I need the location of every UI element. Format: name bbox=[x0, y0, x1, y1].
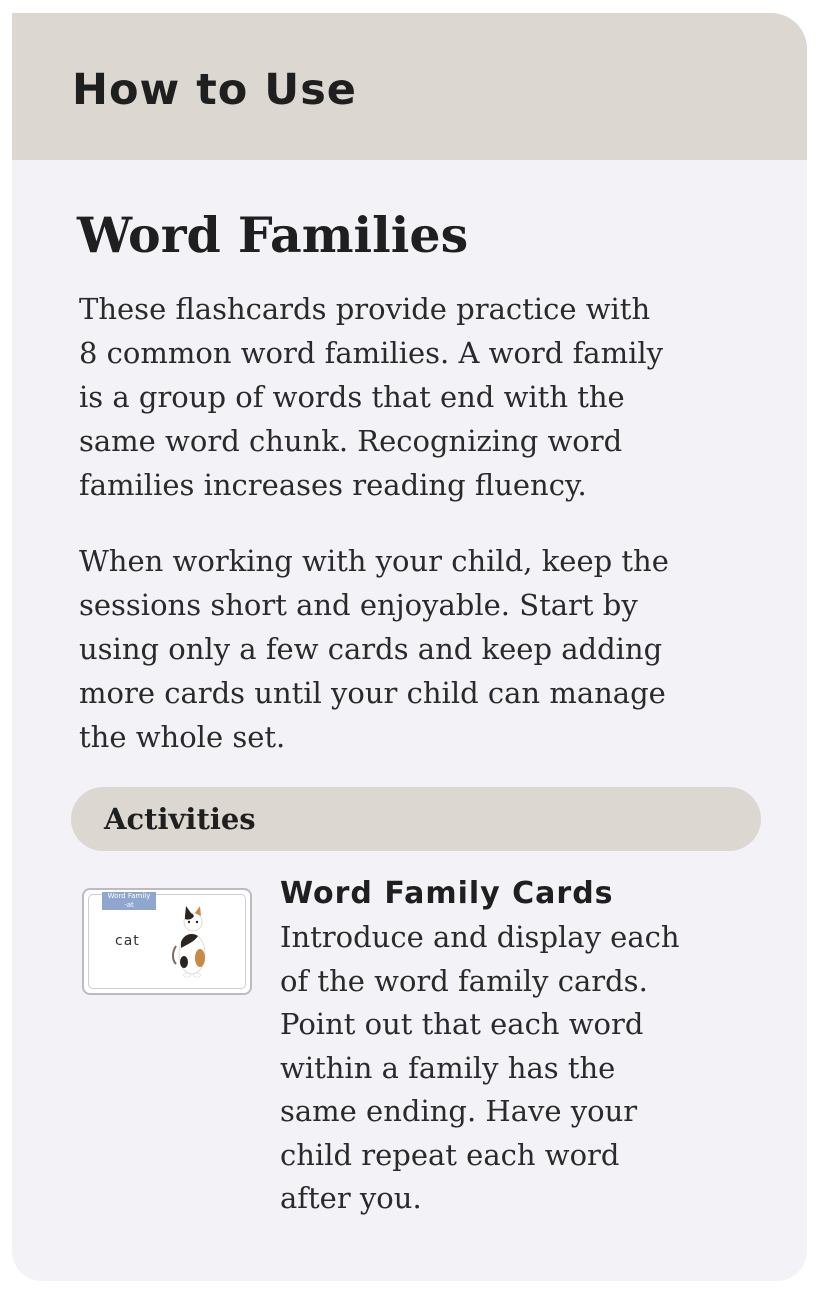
word-family-tag-label: Word Family bbox=[107, 892, 151, 900]
text-line: within a family has the bbox=[280, 1050, 616, 1085]
text-line: the whole set. bbox=[79, 720, 286, 754]
activity-description bbox=[280, 916, 780, 1221]
text-line: same word chunk. Recognizing word bbox=[79, 424, 623, 458]
text-line: more cards until your child can manage bbox=[79, 676, 666, 710]
card-thumbnail bbox=[82, 888, 252, 995]
header-band bbox=[12, 13, 807, 160]
text-line: using only a few cards and keep adding bbox=[79, 632, 663, 666]
instruction-card bbox=[12, 13, 807, 1281]
card-word: cat bbox=[115, 933, 140, 949]
text-line: of the word family cards. bbox=[280, 963, 648, 998]
text-line: sessions short and enjoyable. Start by bbox=[79, 588, 638, 622]
activities-label: Activities bbox=[104, 802, 256, 836]
tips-paragraph bbox=[79, 539, 769, 759]
text-line: child repeat each word bbox=[280, 1137, 620, 1172]
text-line: same ending. Have your bbox=[280, 1094, 638, 1128]
section-title: Word Families bbox=[77, 206, 469, 264]
intro-paragraph bbox=[79, 287, 769, 507]
activities-header bbox=[71, 787, 761, 851]
text-line: When working with your child, keep the bbox=[79, 544, 669, 578]
word-family-tag bbox=[102, 892, 156, 910]
header-title: How to Use bbox=[72, 65, 357, 115]
text-line: is a group of words that end with the bbox=[79, 380, 625, 414]
cat-photo bbox=[170, 902, 210, 980]
activity-title: Word Family Cards bbox=[280, 876, 614, 911]
word-family-tag-ending: -at bbox=[124, 901, 134, 909]
text-line: These flashcards provide practice with bbox=[79, 292, 651, 326]
text-line: Introduce and display each bbox=[280, 920, 680, 954]
text-line: 8 common word families. A word family bbox=[79, 336, 664, 370]
text-line: after you. bbox=[280, 1181, 422, 1215]
text-line: Point out that each word bbox=[280, 1007, 644, 1041]
text-line: families increases reading fluency. bbox=[79, 468, 587, 502]
